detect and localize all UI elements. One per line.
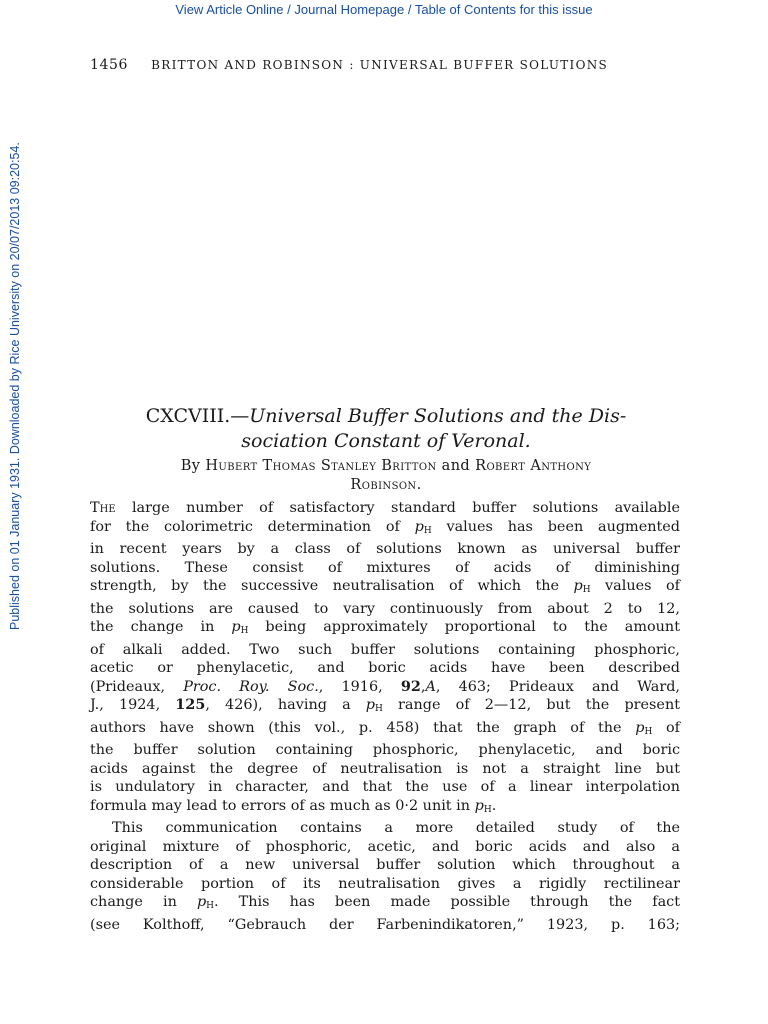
body-line: authors have shown (this vol., p. 458) that the graph of the $p_H$ of [90,719,680,737]
author-2-first: Robert Anthony [475,458,592,474]
title-line-1 [93,404,679,429]
download-provenance-note: Published on 01 January 1931. Downloaded by Rice University on 20/07/2013 09:20:54. [8,142,22,630]
byline-line-1 [93,457,679,476]
author-1: Hubert Thomas Stanley Britton [205,458,437,474]
author-2-last: Robinson. [350,477,422,493]
body-line: J., 1924, 125, 426), having a $p_H$ range of 2—12, but the present [90,696,681,714]
body-line: This communication contains a more detailed study of the [112,820,680,836]
body-line: considerable portion of its neutralisation gives a rigidly rectilinear [90,875,680,892]
title-text-1: Universal Buffer Solutions and the Dis- [249,405,627,427]
link-separator: / [283,2,295,17]
article-title [93,404,679,454]
article-number: CXCVIII.— [145,405,250,427]
body-line: in recent years by a class of solutions known as universal buffer [90,541,680,557]
paragraph-2 [90,819,680,934]
byline-and: and [436,458,476,474]
running-head-text: BRITTON AND ROBINSON : UNIVERSAL BUFFER SOLUTIONS [151,58,609,72]
paragraph-1 [90,499,680,819]
body-line: solutions. These consist of mixtures of acids of diminishing [90,559,680,576]
body-line: the solutions are caused to vary continuously from about 2 to 12, [90,600,680,617]
body-line: for the colorimetric determination of $p_H$ values has been augmented [90,518,681,536]
running-head [90,57,650,73]
body-line: acetic or phenylacetic, and boric acids have been described [90,660,680,676]
body-line: The large number of satisfactory standard buffer solutions available [90,500,680,516]
byline-line-2 [93,476,679,495]
body-line: original mixture of phosphoric, acetic, and boric acids and also a [90,838,680,855]
body-line: of alkali added. Two such buffer solutions containing phosphoric, [90,641,680,658]
page-number: 1456 [90,57,129,73]
byline-prefix: By [180,458,206,474]
body-line: (Prideaux, Proc. Roy. Soc., 1916, 92,A, 463; Prideaux and Ward, [90,677,681,695]
article-body [90,499,680,934]
body-line: (see Kolthoff, “Gebrauch der Farbenindikatoren,” 1923, p. 163; [90,916,680,933]
title-text-2: sociation Constant of Veronal. [241,430,531,452]
author-byline [93,457,679,495]
body-line: is undulatory in character, and that the use of a linear interpolation [90,779,680,795]
view-article-online-link[interactable]: View Article Online [175,2,284,17]
body-line: the buffer solution containing phosphoric, phenylacetic, and boric [90,742,680,758]
body-line: description of a new universal buffer solution which throughout a [90,857,680,873]
body-line: formula may lead to errors of as much as 0·2 unit in $p_H$. [90,797,497,815]
link-separator: / [404,2,415,17]
body-line: acids against the degree of neutralisation is not a straight line but [90,760,680,777]
body-line: change in $p_H$. This has been made possible through the fact [90,894,680,911]
table-of-contents-link[interactable]: Table of Contents for this issue [414,2,593,17]
top-link-bar [0,2,768,17]
body-line: the change in $p_H$ being approximately proportional to the amount [90,619,680,636]
body-line: strength, by the successive neutralisation of which the $p_H$ values of [90,578,680,595]
journal-homepage-link[interactable]: Journal Homepage [294,2,405,17]
title-line-2 [93,429,679,454]
